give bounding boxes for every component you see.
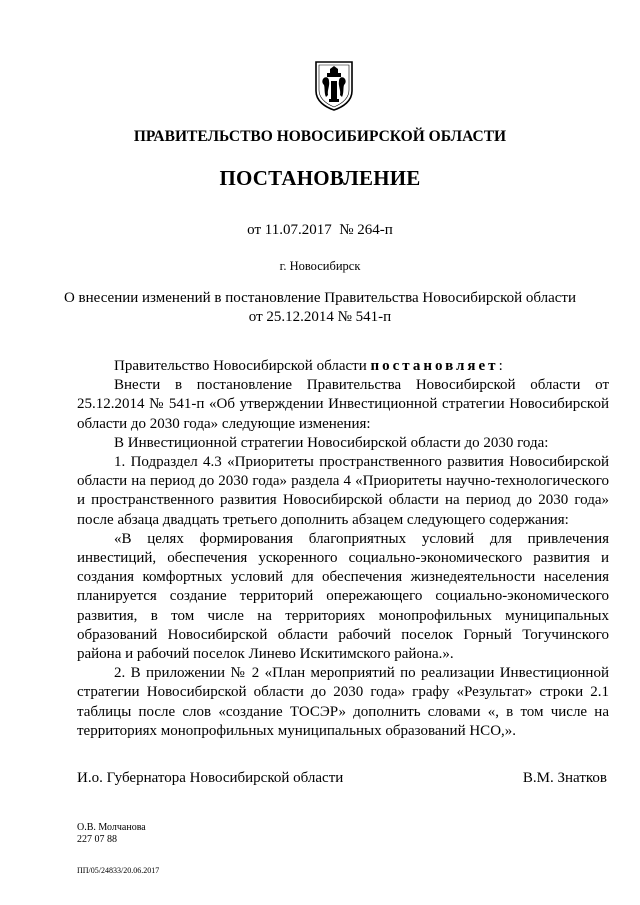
intro-lead: Правительство Новосибирской области	[114, 358, 371, 374]
executor-phone: 227 07 88	[77, 834, 117, 845]
document-body	[77, 357, 609, 741]
government-name: ПРАВИТЕЛЬСТВО НОВОСИБИРСКОЙ ОБЛАСТИ	[133, 128, 507, 145]
signatory-name: В.М. Знатков	[522, 770, 607, 786]
resolves-word: постановляет	[370, 358, 499, 374]
coat-of-arms-icon	[313, 59, 355, 111]
document-type: ПОСТАНОВЛЕНИЕ	[219, 166, 421, 190]
resolution-intro	[77, 357, 609, 376]
intro-colon: :	[498, 358, 503, 374]
executor-name: О.В. Молчанова	[77, 822, 146, 833]
paragraph-amend: Внести в постановление Правительства Новосибирской области от 25.12.2014 № 541-п «Об утверждении Инвестиционной стратегии Новосибирской области до 2030 года» следующие изменения:	[77, 377, 609, 432]
paragraph-item-2: 2. В приложении № 2 «План мероприятий по реализации Инвестиционной стратегии Новосибирской области до 2030 года» графу «Результат» строки 2.1 таблицы после слов «создание ТОСЭР» дополнить словами «, в том числе на территориях монопрофильных муниципальных образований НСО,».	[77, 665, 609, 739]
document-footer-code: ПП/05/24833/20.06.2017	[77, 866, 160, 875]
document-title-line-1: О внесении изменений в постановление Правительства Новосибирской области	[63, 290, 577, 306]
document-date-number: от 11.07.2017 № 264-п	[247, 222, 393, 238]
document-title-line-2: от 25.12.2014 № 541-п	[248, 309, 392, 325]
paragraph-strategy: В Инвестиционной стратегии Новосибирской области до 2030 года:	[114, 434, 549, 451]
paragraph-quote: «В целях формирования благоприятных условий для привлечения инвестиций, обеспечения ускоренного социально-экономического развития и создания комфортных условий для обеспечения жизнедеятельности населения планируется создание территорий опережающего социально-экономического развития, в том числе на территориях монопрофильных муниципальных образований Новосибирской области рабочий поселок Горный Тогучинского района и рабочий поселок Линево Искитимского района.».	[77, 530, 609, 663]
city-label: г. Новосибирск	[279, 259, 361, 273]
paragraph-item-1: 1. Подраздел 4.3 «Приоритеты пространственного развития Новосибирской области на период до 2030 года» раздела 4 «Приоритеты научно-технологического и пространственного развития Новосибирской области на период до 2030 года» после абзаца двадцать третьего дополнить абзацем следующего содержания:	[77, 454, 609, 528]
signatory-position: И.о. Губернатора Новосибирской области	[77, 770, 344, 786]
